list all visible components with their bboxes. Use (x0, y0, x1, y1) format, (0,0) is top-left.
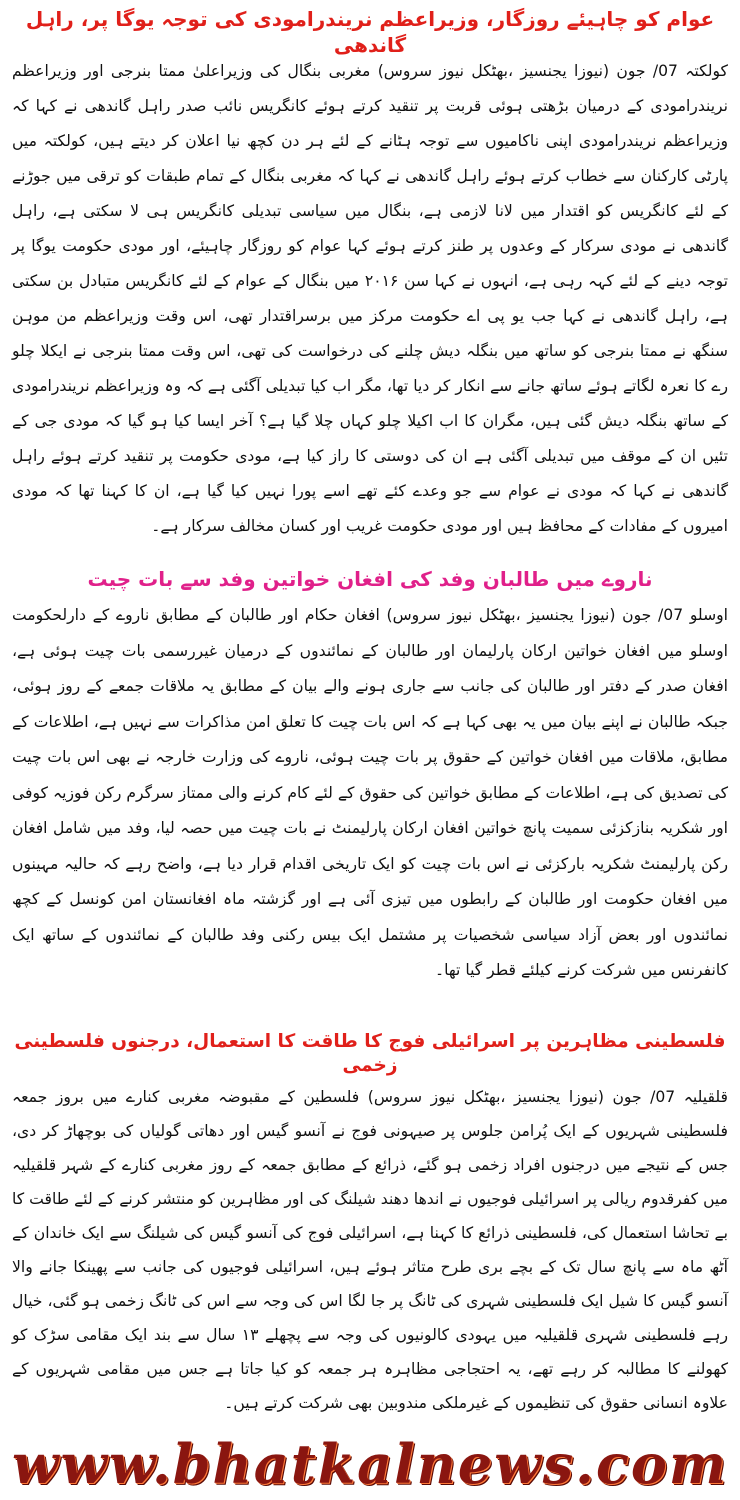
article-headline: فلسطینی مظاہرین پر اسرائیلی فوج کا طاقت کا استعمال، درجنوں فلسطینی زخمی (14, 1031, 726, 1077)
article-headline: عوام کو چاہیئے روزگار، وزیراعظم نریندرامودی کی توجہ یوگا پر، راہل گاندھی (25, 7, 715, 57)
article-body: اوسلو 07/ جون (نیوزا یجنسیز ،بھٹکل نیوز سروس) افغان حکام اور طالبان کے مطابق ناروے کے دارلحکومت اوسلو میں افغان خواتین ارکان پارلیمان اور طالبان کے نمائندوں کے درمیان غیررسمی بات چیت ہوئی ہے، افغان صدر کے دفتر اور طالبان کی جانب سے جاری ہونے والے بیان کے مطابق یہ ملاقات جمعے کے روز ہوئی، جبکہ طالبان نے اپنے بیان میں یہ بھی کہا ہے کہ اس بات چیت کا تعلق امن مذاکرات سے نہیں ہے، اطلاعات کے مطابق، ملاقات میں افغان خواتین کے حقوق پر بات چیت ہوئی، ناروے کی وزارت خارجہ نے بھی اس بات چیت کی تصدیق کی ہے، اطلاعات کے مطابق خواتین کی حقوق کے لئے کام کرنے والی ممتاز سرگرم رکن فوزیہ کوفی اور شکریہ بنازکزئی سمیت پانچ خواتین افغان ارکان پارلیمنٹ نے بات چیت میں حصہ لیا، وفد میں شامل افغان رکن پارلیمنٹ شکریہ بارکزئی نے اس بات چیت کو ایک تاریخی اقدام قرار دیا ہے، واضح رہے کہ حالیہ مہینوں میں افغان حکومت اور طالبان کے رابطوں میں تیزی آئی ہے اور گزشتہ ماہ افغانستان امن کونسل کے کچھ نمائندوں اور بعض آزاد سیاسی شخصیات پر مشتمل ایک بیس رکنی وفد طالبان کے نمائندوں کے ساتھ ایک کانفرنس میں شرکت کرنے کیلئے قطر گیا تھا۔ (12, 606, 728, 979)
website-footer-logo: www.bhatkalnews.com (11, 1432, 729, 1496)
article-headline: ناروے میں طالبان وفد کی افغان خواتین وفد سے بات چیت (87, 567, 653, 591)
article-body: قلقیلیہ 07/ جون (نیوزا یجنسیز ،بھٹکل نیوز سروس) فلسطین کے مقبوضہ مغربی کنارے میں بروز جمعہ فلسطینی شہریوں کے ایک پُرامن جلوس پر صیہونی فوج نے آنسو گیس اور دھاتی گولیاں کی بوچھاڑ کر دی، جس کے نتیجے میں درجنوں افراد زخمی ہو گئے، ذرائع کے مطابق جمعہ کے روز مغربی کنارے کے شہر قلقیلیہ میں کفرقدوم ریالی پر اسرائیلی فوجیوں نے اندھا دھند شیلنگ کی اور مظاہرین کو منتشر کرنے کے لئے طاقت کا بے تحاشا استعمال کی، فلسطینی ذرائع کا کہنا ہے، اسرائیلی فوج کی آنسو گیس کی شیلنگ سے ایک خاندان کے آٹھ ماہ سے پانچ سال تک کے بچے بری طرح متاثر ہوئے ہیں، اسرائیلی فوجیوں کی جانب سے پھینکا جانے والا آنسو گیس کا شیل ایک فلسطینی شہری کی ٹانگ پر جا لگا اس کی وجہ سے اس کی ٹانگ زخمی ہو گئی، خیال رہے فلسطینی شہری قلقیلیہ میں یہودی کالونیوں کی وجہ سے پچھلے ۱۳ سال سے بند ایک مقامی سڑک کو کھولنے کا مطالبہ کر رہے تھے، یہ احتجاجی مظاہرہ ہر جمعہ کو کیا جاتا ہے جس میں مقامی شہریوں کے علاوہ انسانی حقوق کی تنظیموں کے غیرملکی مندوبین بھی شرکت کرتے ہیں۔ (12, 1088, 728, 1412)
article-body: کولکتہ 07/ جون (نیوزا یجنسیز ،بھٹکل نیوز سروس) مغربی بنگال کی وزیراعلیٰ ممتا بنرجی اور وزیراعظم نریندرامودی کے درمیان بڑھتی ہوئی قربت پر تنقید کرتے ہوئے کانگریس نائب صدر راہل گاندھی نے کہا کہ وزیراعظم نریندرامودی اپنی ناکامیوں سے توجہ ہٹانے کے لئے ہر دن کچھ نیا اعلان کر دیتے ہیں، کولکتہ میں پارٹی کارکنان سے خطاب کرتے ہوئے راہل گاندھی نے کہا کہ مغربی بنگال کے تمام طبقات کو ترقی میں جوڑنے کے لئے کانگریس کو اقتدار میں لانا لازمی ہے، بنگال میں سیاسی تبدیلی کانگریس ہی لا سکتی ہے، راہل گاندھی نے مودی سرکار کے وعدوں پر طنز کرتے ہوئے کہا عوام کو روزگار چاہیئے، اور مودی حکومت یوگا پر توجہ دینے کے لئے کہہ رہی ہے، انہوں نے کہا سن ۲۰۱۶ میں بنگال کے عوام کے لئے کانگریس متبادل بن سکتی ہے، راہل گاندھی نے کہا جب یو پی اے حکومت مرکز میں برسراقتدار تھی، اس وقت وزیراعظم من موہن سنگھ نے ممتا بنرجی کو ساتھ میں بنگلہ دیش چلنے کی درخواست کی تھی، اس وقت ممتا بنرجی نے ایکلا چلو رے کا نعرہ لگاتے ہوئے ساتھ جانے سے انکار کر دیا تھا، مگر اب کیا تبدیلی آگئی ہے کہ وہ وزیراعظم نریندرامودی کے ساتھ بنگلہ دیش گئی ہیں، مگران کا اب اکیلا چلو کہاں چلا گیا ہے؟ آخر ایسا کیا ہو گیا کہ مودی جی کے تئیں ان کے موقف میں تبدیلی آگئی ہے ان کی دوستی کا راز کیا ہے، مودی حکومت پر تنقید کرتے ہوئے راہل گاندھی نے کہا کہ مودی نے عوام سے جو وعدے کئے تھے اسے پورا نہیں کیا گیا ہے، ان کا کہنا تھا کہ مودی امیروں کے مفادات کے محافظ ہیں اور مودی حکومت غریب اور کسان مخالف سرکار ہے۔ (12, 62, 728, 535)
